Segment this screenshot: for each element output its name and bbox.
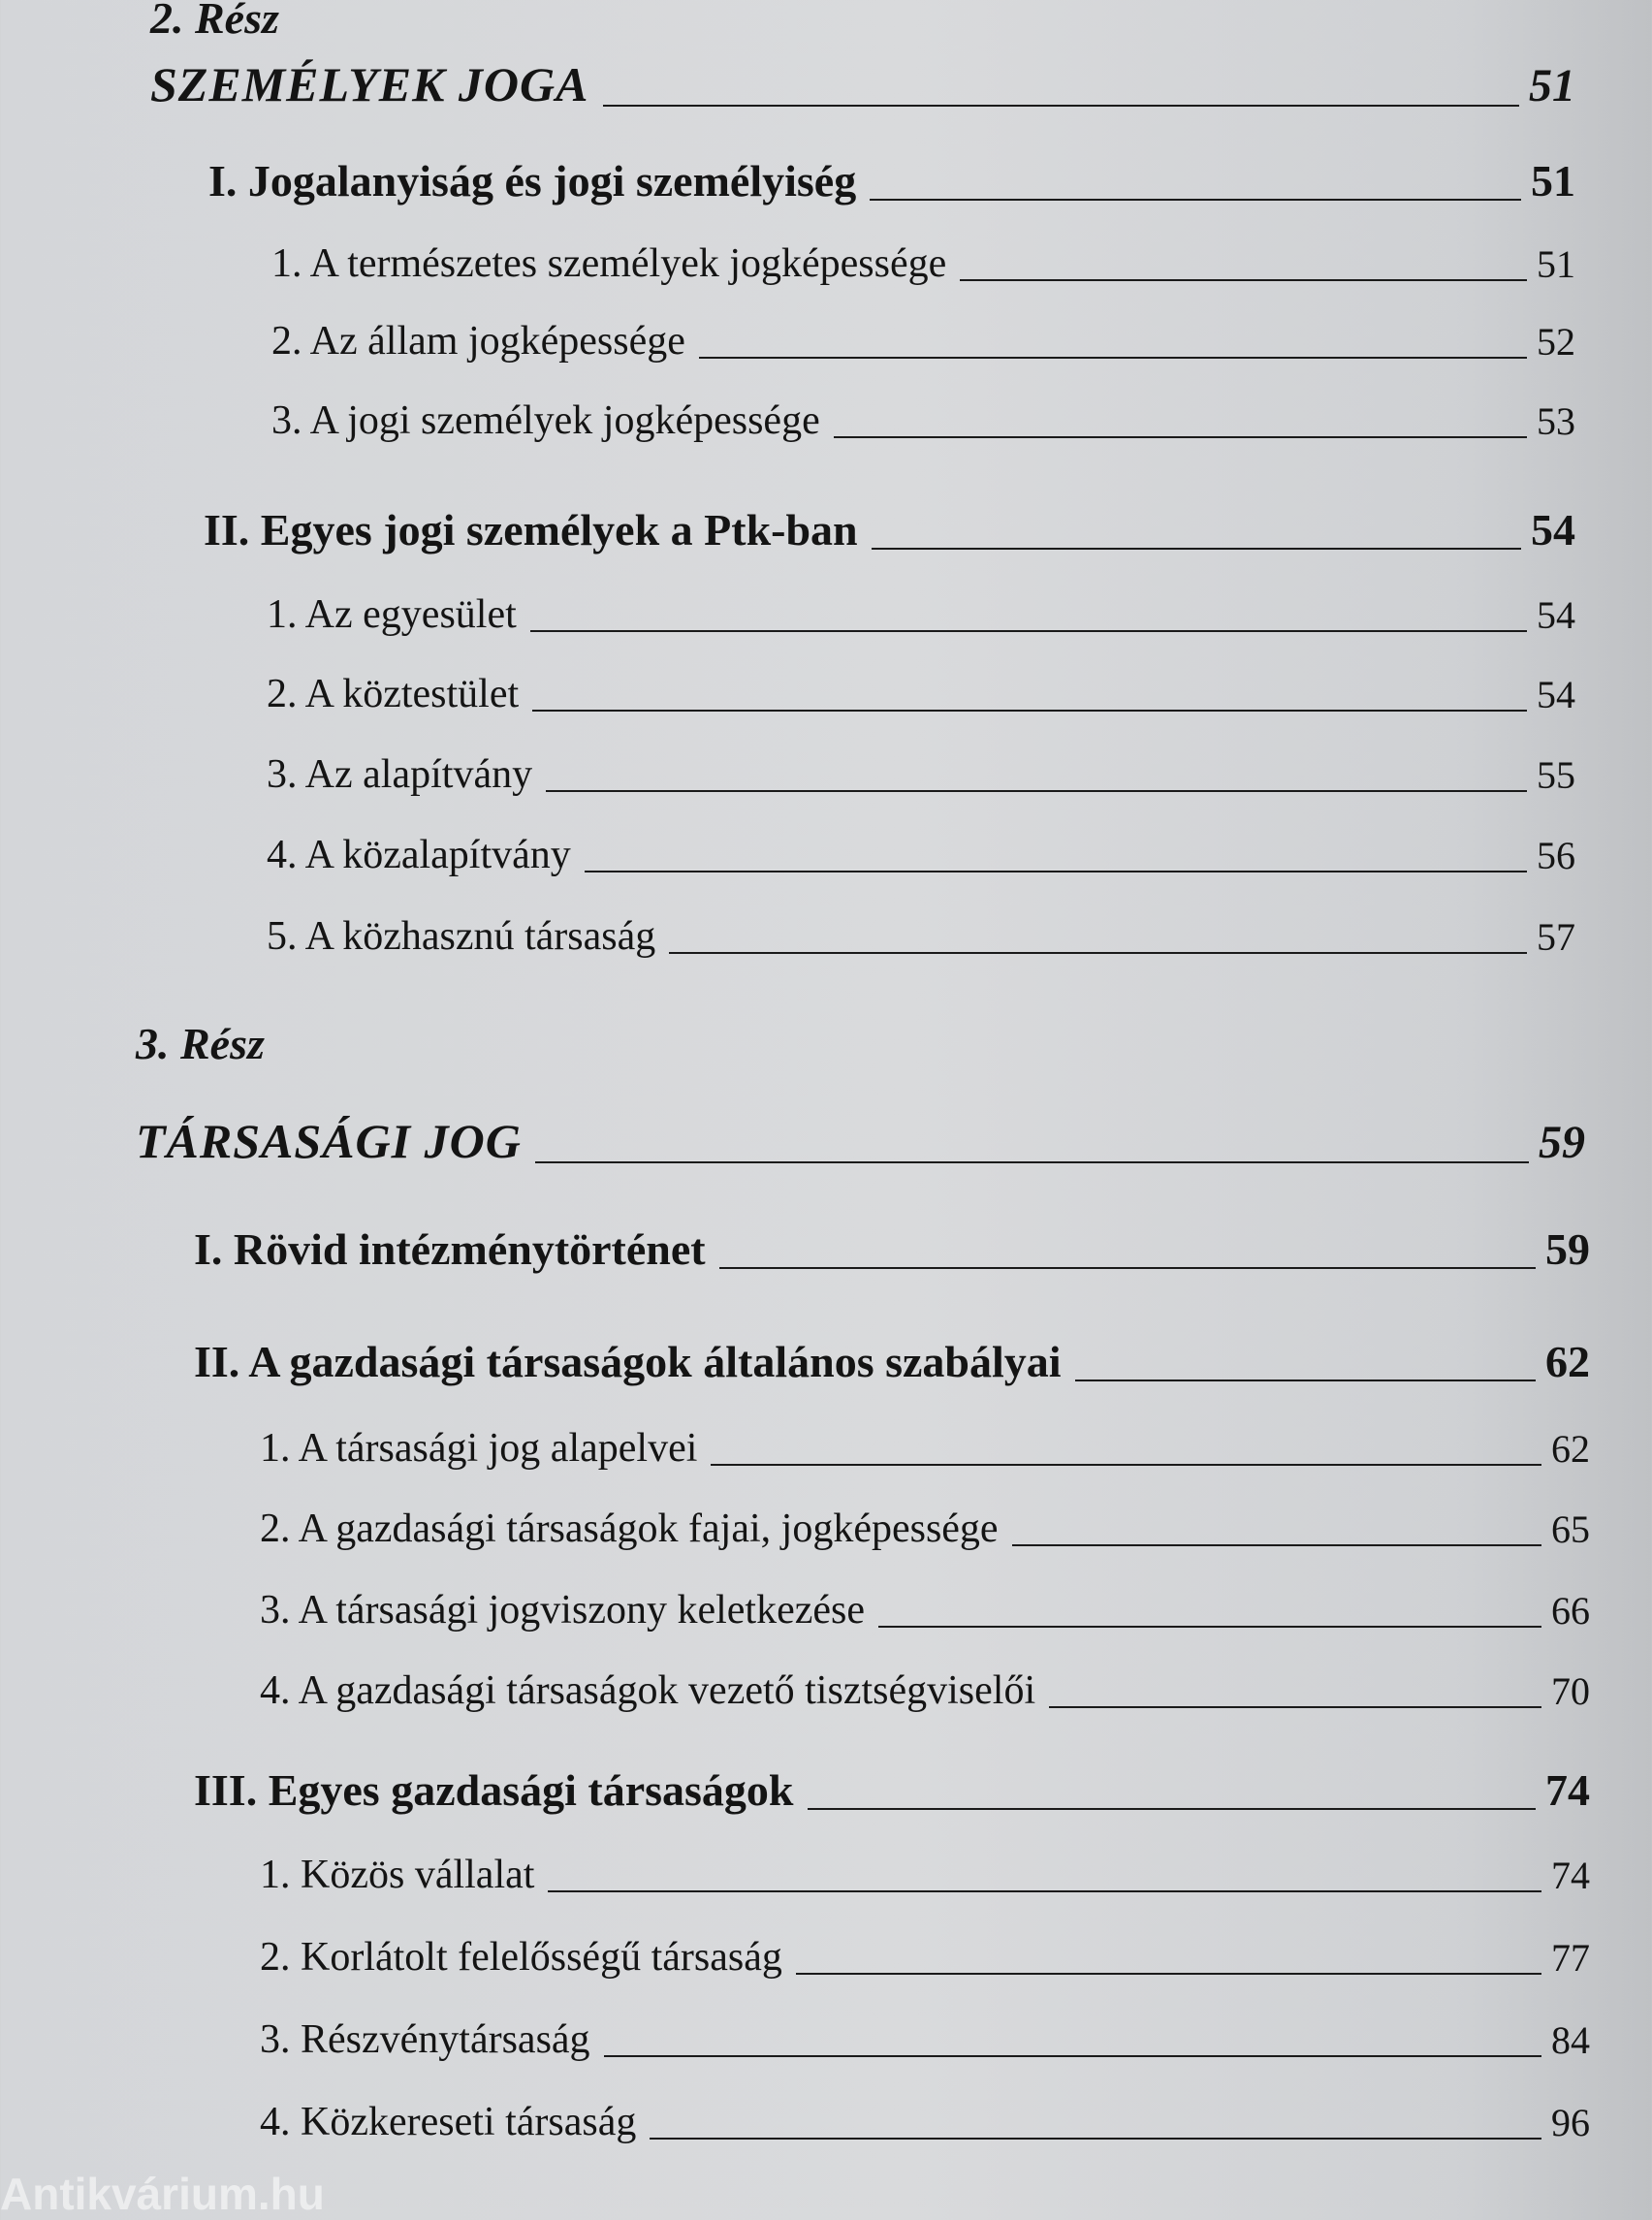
toc-item xyxy=(271,397,1575,444)
toc-page-number: 59 xyxy=(1539,1117,1585,1168)
part-3-heading: 3. Rész xyxy=(136,1019,265,1068)
leader-line xyxy=(834,436,1527,438)
toc-item-label: 1. Közös vállalat xyxy=(260,1853,535,1897)
toc-page-number: 70 xyxy=(1551,1669,1590,1713)
toc-item-label: 1. A társasági jog alapelvei xyxy=(260,1426,698,1471)
toc-item-label: 3. Részvénytársaság xyxy=(260,2017,590,2062)
leader-line xyxy=(796,1973,1541,1975)
toc-item xyxy=(267,671,1575,717)
toc-chapter xyxy=(194,1336,1590,1387)
leader-line xyxy=(1012,1544,1541,1546)
toc-item-label: 2. Korlátolt felelősségű társaság xyxy=(260,1935,782,1980)
toc-page-number: 66 xyxy=(1551,1589,1590,1633)
leader-line xyxy=(532,710,1527,712)
toc-page-number: 56 xyxy=(1537,834,1575,877)
toc-item-label: 4. Közkereseti társaság xyxy=(260,2100,637,2144)
leader-line xyxy=(711,1464,1541,1466)
leader-line xyxy=(669,952,1527,954)
toc-chapter xyxy=(194,1764,1590,1816)
toc-page-number: 54 xyxy=(1537,673,1575,716)
toc-page-number: 62 xyxy=(1545,1337,1590,1386)
toc-item-label: 4. A gazdasági társaságok vezető tisztségviselői xyxy=(260,1668,1036,1713)
toc-item xyxy=(267,751,1575,798)
toc-item xyxy=(260,1587,1590,1633)
toc-item xyxy=(260,1425,1590,1472)
toc-title-szemelyek-joga xyxy=(150,56,1575,112)
toc-chapter-label: III. Egyes gazdasági társaságok xyxy=(194,1765,794,1815)
leader-line xyxy=(808,1808,1536,1810)
toc-item xyxy=(271,318,1575,365)
toc-item xyxy=(260,1506,1590,1552)
toc-page-number: 51 xyxy=(1537,242,1575,286)
toc-page-number: 52 xyxy=(1537,320,1575,364)
toc-chapter-label: I. Rövid intézménytörténet xyxy=(194,1224,706,1274)
toc-item xyxy=(260,2099,1590,2145)
toc-item-label: 3. Az alapítvány xyxy=(267,752,533,797)
leader-line xyxy=(870,199,1521,201)
toc-item-label: 5. A közhasznú társaság xyxy=(267,914,656,959)
toc-item-label: 1. Az egyesület xyxy=(267,592,517,637)
toc-page-number: 51 xyxy=(1529,60,1575,111)
toc-item xyxy=(260,1667,1590,1714)
toc-item-label: 2. A gazdasági társaságok fajai, jogképessége xyxy=(260,1506,999,1551)
toc-item-label: 1. A természetes személyek jogképessége xyxy=(271,241,947,286)
toc-page-number: 55 xyxy=(1537,753,1575,797)
toc-item-label: 2. A köztestület xyxy=(267,672,520,716)
leader-line xyxy=(604,2055,1541,2057)
toc-page-number: 96 xyxy=(1551,2101,1590,2144)
leader-line xyxy=(548,1890,1541,1892)
part-2-heading: 2. Rész xyxy=(150,0,279,43)
toc-item xyxy=(267,591,1575,638)
leader-line xyxy=(960,279,1527,281)
toc-page-number: 57 xyxy=(1537,915,1575,959)
leader-line xyxy=(719,1267,1536,1269)
toc-page-number: 74 xyxy=(1545,1765,1590,1815)
toc-chapter-label: II. Egyes jogi személyek a Ptk-ban xyxy=(204,505,858,555)
toc-item-label: 3. A társasági jogviszony keletkezése xyxy=(260,1588,865,1633)
toc-page-number: 62 xyxy=(1551,1427,1590,1471)
toc-item xyxy=(267,832,1575,878)
toc-title-tarsasagi-jog xyxy=(136,1113,1585,1169)
leader-line xyxy=(1049,1706,1541,1708)
toc-page-number: 74 xyxy=(1551,1854,1590,1897)
leader-line xyxy=(546,790,1527,792)
leader-line xyxy=(1075,1380,1536,1381)
toc-item-label: 3. A jogi személyek jogképessége xyxy=(271,398,820,443)
leader-line xyxy=(699,357,1527,359)
toc-item xyxy=(267,913,1575,960)
toc-page-number: 53 xyxy=(1537,399,1575,443)
toc-page-number: 84 xyxy=(1551,2018,1590,2062)
toc-item xyxy=(260,1934,1590,1981)
leader-line xyxy=(535,1161,1529,1163)
toc-page-number: 59 xyxy=(1545,1224,1590,1274)
toc-page-number: 65 xyxy=(1551,1507,1590,1551)
leader-line xyxy=(650,2138,1541,2140)
toc-chapter xyxy=(194,1223,1590,1275)
leader-line xyxy=(872,548,1521,550)
toc-chapter-label: I. Jogalanyiság és jogi személyiség xyxy=(208,156,857,206)
toc-item xyxy=(260,1852,1590,1898)
toc-title-label: TÁRSASÁGI JOG xyxy=(136,1114,522,1168)
leader-line xyxy=(530,630,1527,632)
leader-line xyxy=(585,871,1527,872)
toc-page-number: 51 xyxy=(1531,156,1575,206)
leader-line xyxy=(603,105,1519,107)
toc-title-label: SZEMÉLYEK JOGA xyxy=(150,57,589,111)
toc-item xyxy=(260,2016,1590,2063)
leader-line xyxy=(878,1626,1541,1628)
toc-chapter xyxy=(208,155,1575,206)
watermark-text: Antikvárium.hu xyxy=(0,2169,325,2219)
toc-item xyxy=(271,240,1575,287)
toc-item-label: 4. A közalapítvány xyxy=(267,833,571,877)
toc-chapter xyxy=(204,504,1575,555)
toc-item-label: 2. Az állam jogképessége xyxy=(271,319,685,364)
toc-page-number: 77 xyxy=(1551,1936,1590,1980)
toc-page-number: 54 xyxy=(1537,593,1575,637)
toc-page-number: 54 xyxy=(1531,505,1575,555)
toc-chapter-label: II. A gazdasági társaságok általános szabályai xyxy=(194,1337,1062,1386)
